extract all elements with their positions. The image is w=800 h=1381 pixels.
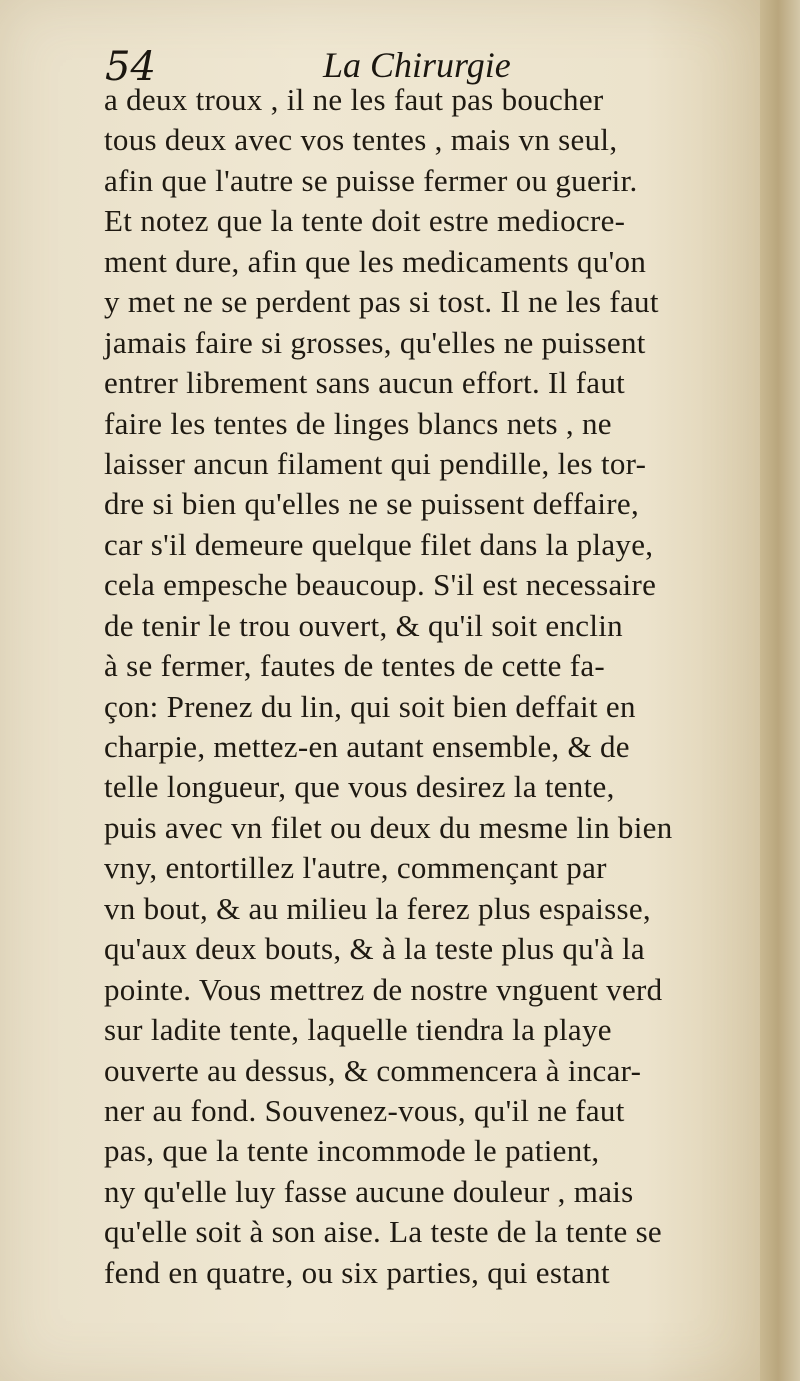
text-line: cela empesche beaucoup. S'il est necessaire: [104, 567, 657, 603]
text-line: qu'elle soit à son aise. La teste de la tente se: [104, 1214, 662, 1250]
text-line: ny qu'elle luy fasse aucune douleur , mais: [104, 1173, 634, 1209]
text-line: entrer librement sans aucun effort. Il faut: [104, 365, 626, 401]
text-line: sur ladite tente, laquelle tiendra la playe: [104, 1012, 612, 1048]
text-line: Et notez que la tente doit estre mediocre-: [104, 203, 626, 239]
text-line: de tenir le trou ouvert, & qu'il soit enclin: [104, 607, 623, 643]
text-line: telle longueur, que vous desirez la tente,: [104, 769, 615, 805]
text-line: pas, que la tente incommode le patient,: [104, 1133, 600, 1169]
text-line: charpie, mettez-en autant ensemble, & de: [104, 729, 630, 764]
text-line: vn bout, & au milieu la ferez plus espaisse,: [104, 890, 651, 926]
text-line: a deux troux , il ne les faut pas boucher: [104, 82, 604, 117]
page-edge: [760, 0, 800, 1381]
body-text: [104, 80, 764, 1293]
text-line: à se fermer, fautes de tentes de cette fa-: [104, 648, 606, 684]
text-line: ouverte au dessus, & commencera à incar-: [104, 1052, 642, 1088]
text-line: faire les tentes de linges blancs nets , ne: [104, 405, 612, 441]
text-line: pointe. Vous mettrez de nostre vnguent verd: [104, 971, 663, 1007]
text-line: tous deux avec vos tentes , mais vn seul,: [104, 122, 618, 158]
text-line: dre si bien qu'elles ne se puissent deffaire,: [104, 486, 640, 522]
text-line: y met ne se perdent pas si tost. Il ne les faut: [104, 284, 659, 320]
text-line: vny, entortillez l'autre, commençant par: [104, 850, 607, 886]
text-line: ner au fond. Souvenez-vous, qu'il ne faut: [104, 1092, 625, 1128]
text-line: afin que l'autre se puisse fermer ou guerir.: [104, 162, 638, 198]
text-line: laisser ancun filament qui pendille, les tor-: [104, 445, 647, 481]
text-line: fend en quatre, ou six parties, qui estant: [104, 1254, 610, 1290]
text-line: car s'il demeure quelque filet dans la playe,: [104, 526, 654, 562]
text-line: qu'aux deux bouts, & à la teste plus qu'à la: [104, 931, 645, 967]
text-line: puis avec vn filet ou deux du mesme lin bien: [104, 809, 673, 845]
text-line: ment dure, afin que les medicaments qu'on: [104, 243, 647, 279]
text-line: çon: Prenez du lin, qui soit bien deffait en: [104, 688, 636, 724]
page-number: 54: [105, 44, 156, 90]
running-title: La Chirurgie: [323, 45, 511, 85]
text-line: jamais faire si grosses, qu'elles ne puissent: [104, 324, 646, 360]
